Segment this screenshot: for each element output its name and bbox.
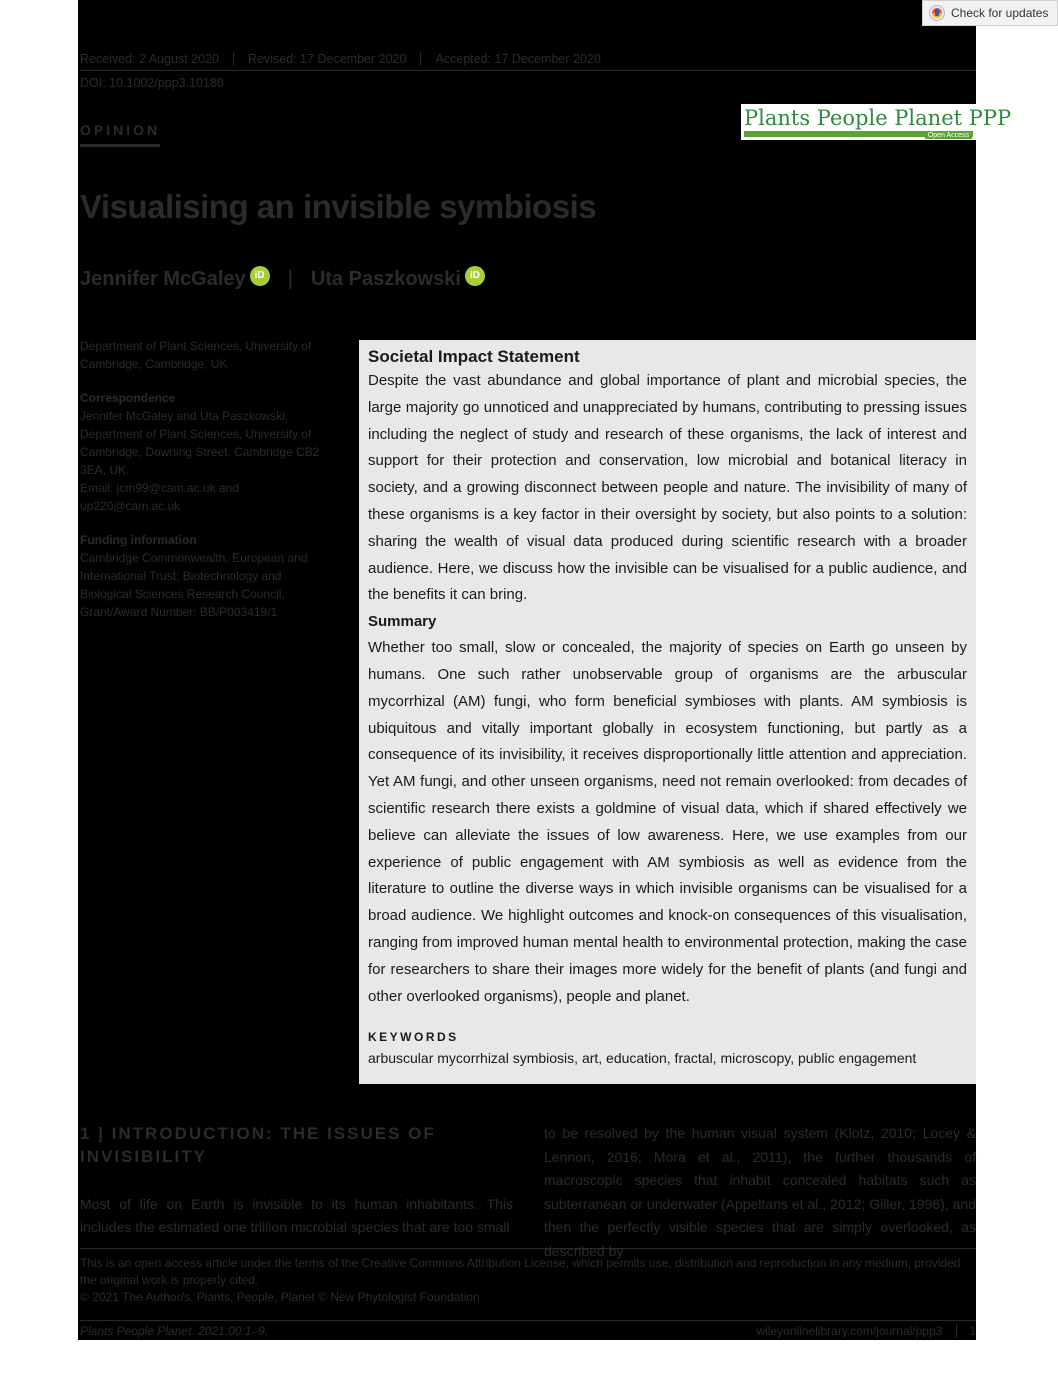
license-notice [80,1248,976,1306]
section-label: OPINION [80,122,160,147]
correspondence-heading: Correspondence [80,391,176,405]
received-date: Received: 2 August 2020 [80,52,234,66]
funding-text: Cambridge Commonwealth, European and International Trust; Biotechnology and Biological Sciences Research Council, Grant/Award Number: BB/P003419/1 [80,551,308,619]
affiliation: Department of Plant Sciences, University of Cambridge, Cambridge, UK [80,339,312,371]
page-number: 1 [956,1324,976,1338]
journal-logo[interactable] [741,104,1012,140]
revised-date: Revised: 17 December 2020 [248,52,421,66]
accepted-date: Accepted: 17 December 2020 [435,52,601,66]
summary-text: Whether too small, slow or concealed, the majority of species on Earth go unseen by humans. One such rather unobservable group of organisms are the arbuscular mycorrhizal (AM) fungi, who form beneficial symbioses with plants. AM symbiosis is ubiquitous and vitally important globally in ecosystem functioning, but partly as a consequence of its invisibility, it receives disproportionally little attention and appreciation. Yet AM fungi, and other unseen organisms, need not remain overlooked: from decades of scientific research there exists a goldmine of visual data, which if shared effectively we believe can alleviate the issues of low awareness. Here, we use examples from our experience of public engagement with AM symbiosis as well as evidence from the literature to outline the diverse ways in which invisible organisms can be visualised for a broad audience. We highlight outcomes and knock-on consequences of this visualisation, ranging from improved human mental health to environmental protection, making the case for researchers to share their images more widely for the benefit of plants (and fungi and other overlooked organisms), people and planet. [368,639,967,1005]
keywords-heading: KEYWORDS [368,1030,459,1045]
article-info-sidebar [80,337,336,637]
impact-heading: Societal Impact Statement [368,347,580,366]
correspondence-email[interactable]: Email: jcm99@cam.ac.uk and up220@cam.ac.uk [80,481,239,513]
keywords-list: arbuscular mycorrhizal symbiosis, art, education, fractal, microscopy, public engagement [368,1050,917,1067]
check-updates-icon [929,5,945,21]
orcid-icon[interactable]: iD [250,266,270,286]
license-text: This is an open access article under the terms of the Creative Commons Attribution License, which permits use, distribution and reproduction in any medium, provided the original work is properly cited. [80,1256,961,1287]
body-text-left: Most of life on Earth is invisible to its human inhabitants. This includes the estimated one trillion microbial species that are too small [80,1196,513,1235]
author-name[interactable]: Jennifer McGaley [80,268,246,290]
summary-heading: Summary [368,613,437,631]
journal-citation: Plants People Planet. 2021;00:1–9. [80,1324,269,1338]
author-separator: | [287,268,293,290]
section-heading-introduction: 1 | INTRODUCTION: THE ISSUES OF INVISIBILITY [80,1124,436,1166]
copyright-text: © 2021 The Author/s. Plants, People, Planet © New Phytologist Foundation [80,1290,480,1304]
article-dates [80,48,976,71]
abstract-box [359,340,976,1084]
page-footer [80,1320,976,1341]
doi[interactable]: DOI: 10.1002/ppp3.10180 [80,76,224,90]
journal-logo-text: Plants People Planet PPP [744,106,1012,130]
open-access-badge: Open Access [925,132,972,139]
orcid-icon[interactable]: iD [465,266,485,286]
funding-heading: Funding information [80,533,197,547]
body-text-right: to be resolved by the human visual system (Klotz, 2010; Locey & Lennon, 2016; Mora et al., 2011), the further thousands of macroscopic species that inhabit concealed habitats such as subterranean or underwater (Appeltans et al., 2012; Giller, 1996), and then the perfectly visible species that are simply overlooked, as described by [544,1125,976,1259]
correspondence-text: Jennifer McGaley and Uta Paszkowski, Department of Plant Sciences, University of Cambridge, Downing Street, Cambridge CB2 3EA, UK. [80,409,320,477]
article-title: Visualising an invisible symbiosis [80,188,597,225]
left-margin [0,0,78,1391]
author-name[interactable]: Uta Paszkowski [310,268,461,290]
impact-text: Despite the vast abundance and global importance of plant and microbial species, the large majority go unnoticed and unappreciated by humans, contributing to pressing issues including the neglect of study and research of these organisms, the lack of interest and support for their protection and conservation, low microbial and botanical literacy in society, and a growing disconnect between people and nature. The invisibility of many of these organisms is a key factor in their oversight by society, but also points to a solution: sharing the wealth of visual data produced during scientific research with a broader audience. Here, we discuss how the invisible can be visualised for a public audience, and the benefits it can bring. [368,372,967,604]
journal-url[interactable]: wileyonlinelibrary.com/journal/ppp3 [756,1324,943,1338]
check-for-updates-button[interactable] [922,0,1058,26]
check-updates-label: Check for updates [951,6,1049,20]
author-list [80,268,485,291]
